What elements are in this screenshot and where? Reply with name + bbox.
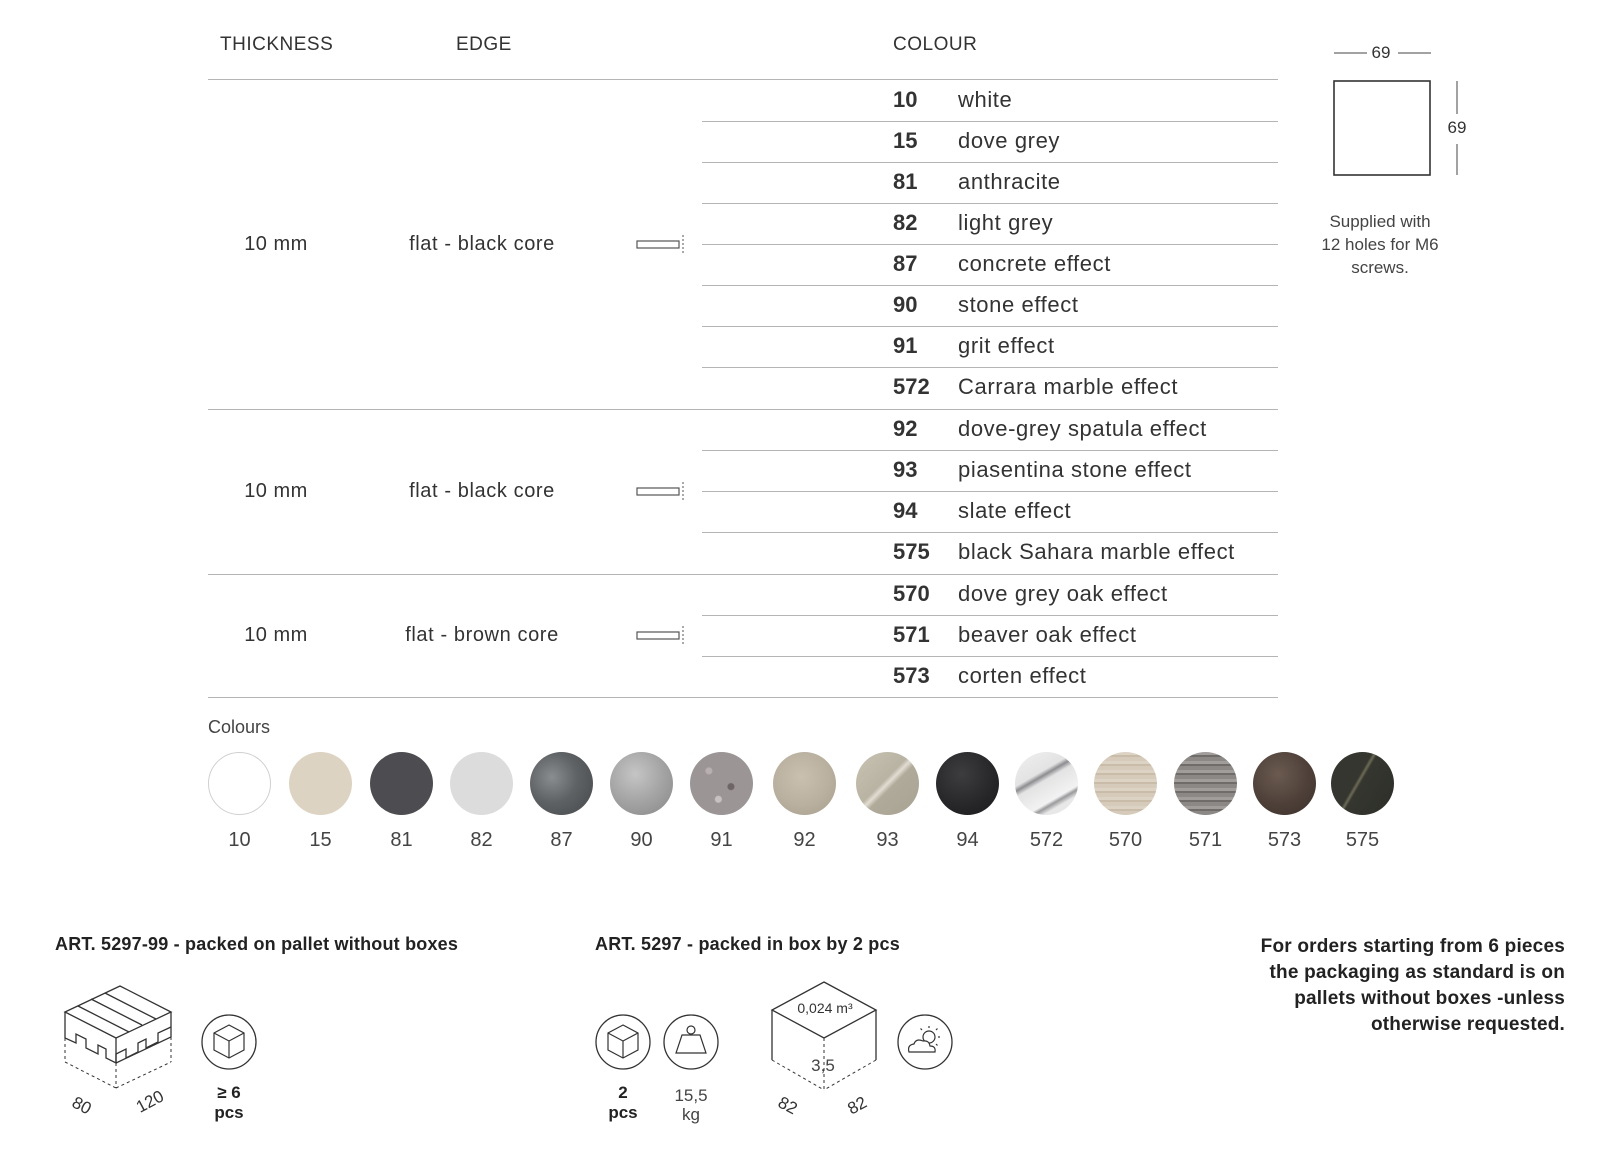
group-1-edge: flat - black core (409, 233, 555, 255)
group-divider (208, 409, 1278, 410)
swatch-label: 571 (1188, 829, 1223, 851)
colour-name: concrete effect (958, 251, 1111, 276)
note-line: screws. (1351, 258, 1409, 277)
header-edge: EDGE (456, 34, 512, 55)
swatch-81 (370, 752, 433, 815)
colour-name: black Sahara marble effect (958, 539, 1235, 564)
swatch-label: 87 (550, 829, 573, 851)
pack1-qty-unit: pcs (214, 1103, 244, 1122)
swatch-573 (1253, 752, 1316, 815)
note-line: 12 holes for M6 (1321, 235, 1439, 254)
colour-name: white (958, 87, 1013, 112)
pack2-weight-unit: kg (682, 1105, 700, 1124)
colour-name: piasentina stone effect (958, 457, 1192, 482)
colours-label: Colours (208, 717, 271, 737)
row-divider (702, 367, 1278, 368)
weight-icon (662, 1013, 720, 1071)
pack2-qty-unit: pcs (608, 1103, 638, 1122)
note-line: Supplied with (1329, 212, 1431, 231)
row-divider (702, 121, 1278, 122)
box-dim-b: 82 (844, 1092, 871, 1119)
pack2-volume: 0,024 m³ (797, 1000, 853, 1016)
swatch-91 (690, 752, 753, 815)
swatch-label: 15 (309, 829, 332, 851)
row-divider (702, 203, 1278, 204)
swatch-15 (289, 752, 352, 815)
group-2-thickness: 10 mm (244, 480, 308, 502)
colour-name: corten effect (958, 663, 1087, 688)
swatch-label: 82 (470, 829, 493, 851)
colour-name: light grey (958, 210, 1054, 235)
colour-code: 571 (893, 622, 930, 647)
group-2-edge: flat - black core (409, 480, 555, 502)
group-3-edge: flat - brown core (405, 624, 559, 646)
colour-code: 94 (893, 498, 918, 523)
group-divider (208, 574, 1278, 575)
row-divider (702, 326, 1278, 327)
swatch-94 (936, 752, 999, 815)
top-dimension-drawing (1325, 40, 1465, 180)
swatch-label: 81 (390, 829, 413, 851)
colour-name: dove-grey spatula effect (958, 416, 1207, 441)
colour-code: 570 (893, 581, 930, 606)
pack1-qty: ≥ 6 (217, 1083, 241, 1102)
colour-code: 573 (893, 663, 930, 688)
header-colour: COLOUR (893, 34, 978, 55)
colour-code: 575 (893, 539, 930, 564)
swatch-10 (208, 752, 271, 815)
colour-name: Carrara marble effect (958, 374, 1179, 399)
swatch-570 (1094, 752, 1157, 815)
dimension-width: 69 (1371, 43, 1391, 62)
swatch-label: 90 (630, 829, 653, 851)
colour-code: 90 (893, 292, 918, 317)
dimension-note (1300, 210, 1460, 279)
colour-name: grit effect (958, 333, 1055, 358)
swatch-label: 10 (228, 829, 251, 851)
colour-code: 91 (893, 333, 918, 358)
swatch-572 (1015, 752, 1078, 815)
swatch-575 (1331, 752, 1394, 815)
row-divider (702, 450, 1278, 451)
note-line: the packaging as standard is on (1269, 962, 1565, 983)
row-divider (702, 656, 1278, 657)
colour-code: 572 (893, 374, 930, 399)
swatch-90 (610, 752, 673, 815)
edge-profile-icon (636, 482, 686, 502)
row-divider (702, 244, 1278, 245)
swatch-label: 91 (710, 829, 733, 851)
colour-name: slate effect (958, 498, 1072, 523)
note-line: pallets without boxes -unless (1294, 988, 1565, 1009)
colour-code: 82 (893, 210, 918, 235)
group-1-thickness: 10 mm (244, 233, 308, 255)
dimension-height: 69 (1447, 118, 1467, 137)
colour-name: beaver oak effect (958, 622, 1137, 647)
swatch-82 (450, 752, 513, 815)
swatch-label: 573 (1267, 829, 1302, 851)
pack2-qty: 2 (618, 1083, 628, 1102)
pallet-dim-b: 120 (132, 1086, 167, 1117)
table-bottom-rule (208, 697, 1278, 698)
colour-name: dove grey oak effect (958, 581, 1168, 606)
colour-code: 93 (893, 457, 918, 482)
box-volume-icon (770, 980, 880, 1100)
swatch-93 (856, 752, 919, 815)
colour-name: stone effect (958, 292, 1079, 317)
group-3-thickness: 10 mm (244, 624, 308, 646)
swatch-label: 92 (793, 829, 816, 851)
box-qty-icon (200, 1013, 258, 1071)
box-qty-icon (594, 1013, 652, 1071)
edge-profile-icon (636, 235, 686, 255)
colour-name: dove grey (958, 128, 1061, 153)
row-divider (702, 285, 1278, 286)
weather-protect-icon (896, 1013, 954, 1071)
swatch-label: 94 (956, 829, 979, 851)
swatch-571 (1174, 752, 1237, 815)
pack1-title: ART. 5297-99 - packed on pallet without boxes (55, 934, 459, 954)
colour-code: 92 (893, 416, 918, 441)
packaging-note (1150, 934, 1565, 1038)
colour-code: 10 (893, 87, 918, 112)
swatch-label: 93 (876, 829, 899, 851)
note-line: otherwise requested. (1370, 1014, 1565, 1035)
pallet-dim-a: 80 (68, 1092, 95, 1119)
header-rule (208, 79, 1278, 80)
note-line: For orders starting from 6 pieces (1260, 936, 1565, 957)
row-divider (702, 162, 1278, 163)
swatch-label: 572 (1029, 829, 1064, 851)
swatch-87 (530, 752, 593, 815)
row-divider (702, 532, 1278, 533)
pack2-height: 3,5 (811, 1056, 835, 1075)
header-thickness: THICKNESS (220, 34, 334, 55)
swatch-92 (773, 752, 836, 815)
colour-name: anthracite (958, 169, 1061, 194)
colour-code: 87 (893, 251, 918, 276)
pack2-weight: 15,5 (674, 1086, 708, 1105)
colour-code: 15 (893, 128, 918, 153)
pack2-title: ART. 5297 - packed in box by 2 pcs (595, 934, 900, 954)
colour-code: 81 (893, 169, 918, 194)
swatch-label: 575 (1345, 829, 1380, 851)
swatch-label: 570 (1108, 829, 1143, 851)
edge-profile-icon (636, 626, 686, 646)
row-divider (702, 491, 1278, 492)
row-divider (702, 615, 1278, 616)
box-dim-a: 82 (774, 1092, 801, 1119)
